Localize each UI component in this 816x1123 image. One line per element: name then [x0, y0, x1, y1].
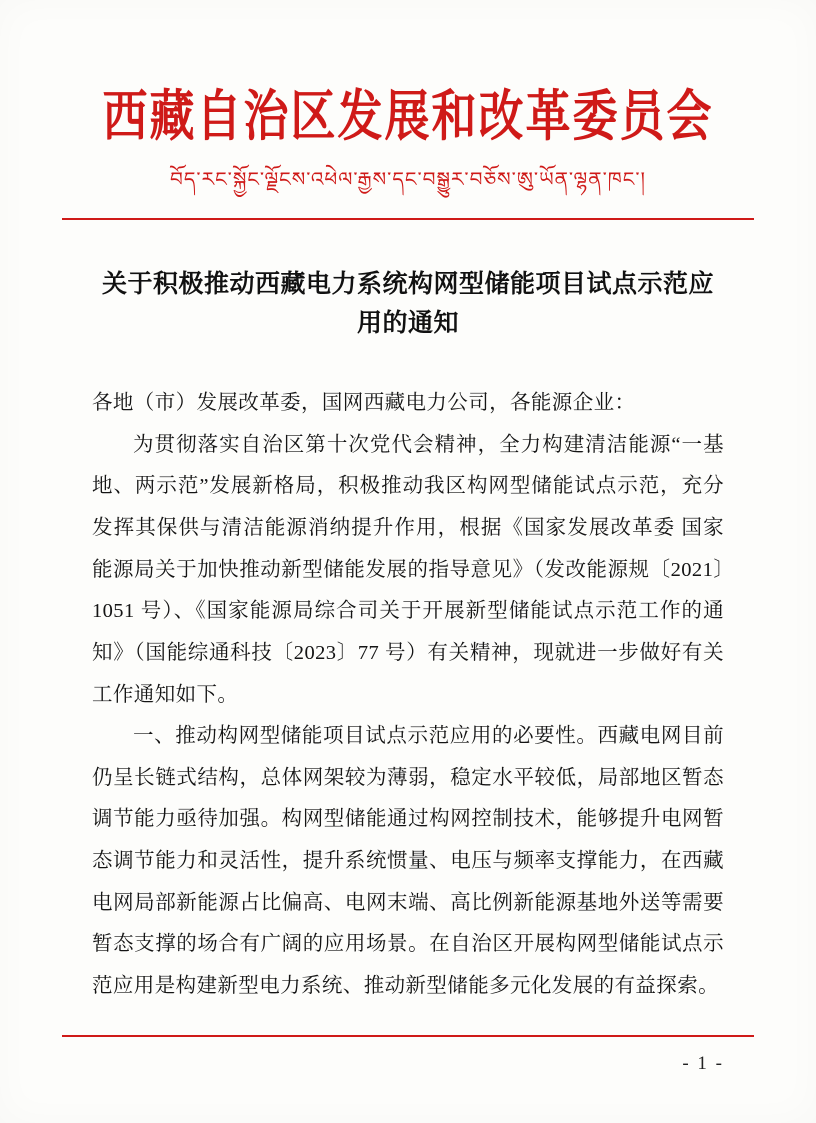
organization-title-tibetan: བོད་རང་སྐྱོང་ལྗོངས་འཕེལ་རྒྱས་དང་བསྒྱུར་བཅོས་ཨུ་ཡོན་ལྷན་ཁང་། — [170, 166, 646, 191]
salutation: 各地（市）发展改革委，国网西藏电力公司，各能源企业： — [92, 392, 636, 415]
letterhead — [0, 0, 816, 220]
page-number: - 1 - — [682, 1053, 724, 1074]
footer-red-rule — [62, 1035, 754, 1037]
header-rule-container — [0, 218, 816, 220]
document-title: 关于积极推动西藏电力系统构网型储能项目试点示范应用的通知 — [101, 270, 714, 337]
document-body — [92, 383, 724, 1007]
body-paragraph-2: 一、推动构网型储能项目试点示范应用的必要性。西藏电网目前仍呈长链式结构，总体网架较为薄弱，稳定水平较低，局部地区暂态调节能力亟待加强。构网型储能通过构网控制技术，能够提升电网暂态调节能力和灵活性，提升系统惯量、电压与频率支撑能力，在西藏电网局部新能源占比偏高、电网末端、高比例新能源基地外送等需要暂态支撑的场合有广阔的应用场景。在自治区开展构网型储能试点示范应用是构建新型电力系统、推动新型储能多元化发展的有益探索。 — [92, 725, 724, 997]
organization-title: 西藏自治区发展和改革委员会 — [102, 86, 714, 147]
header-red-rule — [62, 218, 754, 220]
page-footer — [0, 1035, 816, 1075]
body-paragraph-1: 为贯彻落实自治区第十次党代会精神，全力构建清洁能源“一基地、两示范”发展新格局，积极推动我区构网型储能试点示范，充分发挥其保供与清洁能源消纳提升作用，根据《国家发展改革委 国家能源局关于加快推动新型储能发展的指导意见》（发改能源规〔2021〕1051 号）、《国家能源局综合司关于开展新型储能试点示范工作的通知》（国能综通科技〔2023〕77 号）有关精神，现就进一步做好有关工作通知如下。 — [92, 433, 724, 706]
